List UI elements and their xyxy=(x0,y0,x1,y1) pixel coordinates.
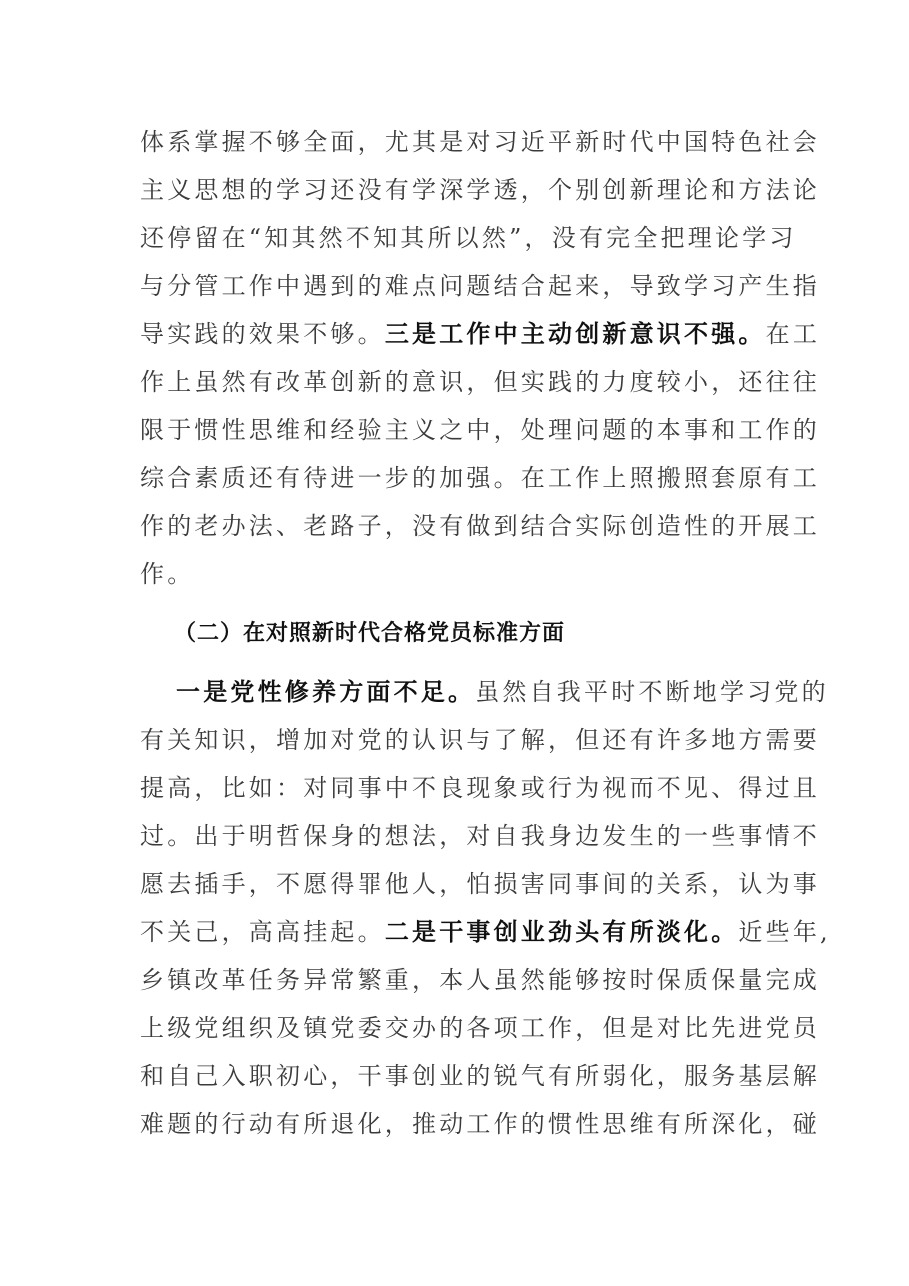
bold-point-three: 三是工作中主动创新意识不强。 xyxy=(384,320,766,348)
paragraph-line: 过。出于明哲保身的想法，对自我身边发生的一些事情不 xyxy=(140,822,820,850)
section-heading: （二）在对照新时代合格党员标准方面 xyxy=(174,621,566,646)
paragraph-line: 综合素质还有待进一步的加强。在工作上照搬照套原有工 xyxy=(140,464,820,492)
bold-point-one: 一是党性修养方面不足。 xyxy=(176,678,476,706)
bold-point-two: 二是干事创业劲头有所淡化。 xyxy=(384,918,739,946)
paragraph-line: 提高，比如：对同事中不良现象或行为视而不见、得过且 xyxy=(140,774,820,802)
paragraph-line: 有关知识，增加对党的认识与了解，但还有许多地方需要 xyxy=(140,726,820,754)
paragraph-line: 导实践的效果不够。三是工作中主动创新意识不强。在工 xyxy=(140,320,821,348)
paragraph-line: 与分管工作中遇到的难点问题结合起来，导致学习产生指 xyxy=(140,272,820,300)
paragraph-line: 主义思想的学习还没有学深学透，个别创新理论和方法论 xyxy=(140,176,820,204)
paragraph-line: 限于惯性思维和经验主义之中，处理问题的本事和工作的 xyxy=(140,416,820,444)
paragraph-line: 不关己，高高挂起。二是干事创业劲头有所淡化。近些年, xyxy=(140,918,831,946)
paragraph-line: 和自己入职初心，干事创业的锐气有所弱化，服务基层解 xyxy=(140,1062,820,1090)
paragraph-line: 作的老办法、老路子，没有做到结合实际创造性的开展工 xyxy=(140,512,820,540)
paragraph-line: 作上虽然有改革创新的意识，但实践的力度较小，还往往 xyxy=(140,368,820,396)
paragraph-line: 上级党组织及镇党委交办的各项工作，但是对比先进党员 xyxy=(140,1014,820,1042)
paragraph-line: 还停留在“知其然不知其所以然”，没有完全把理论学习 xyxy=(140,224,797,252)
paragraph-line: 一是党性修养方面不足。虽然自我平时不断地学习党的 xyxy=(176,678,829,706)
paragraph-line: 体系掌握不够全面，尤其是对习近平新时代中国特色社会 xyxy=(140,128,820,156)
paragraph-line: 作。 xyxy=(140,560,195,588)
paragraph-line: 乡镇改革任务异常繁重，本人虽然能够按时保质保量完成 xyxy=(140,966,820,994)
paragraph-line: 难题的行动有所退化，推动工作的惯性思维有所深化，碰 xyxy=(140,1110,820,1138)
paragraph-line: 愿去插手，不愿得罪他人，怕损害同事间的关系，认为事 xyxy=(140,870,820,898)
